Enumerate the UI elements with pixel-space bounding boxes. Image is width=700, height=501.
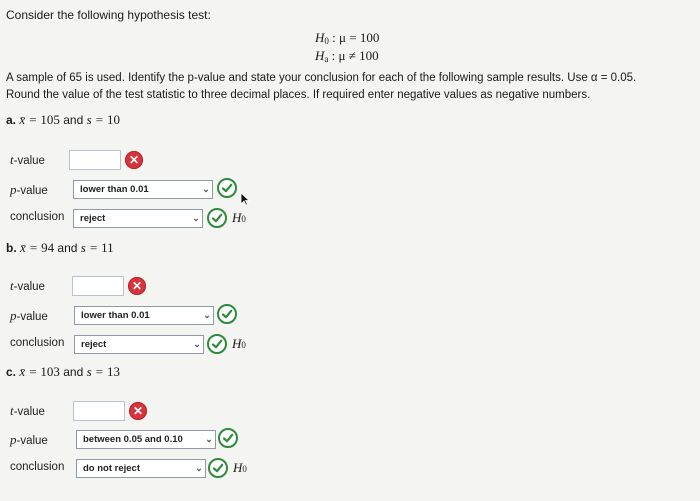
part-header: b. x̄ = 94 and s = 11 [6, 240, 114, 255]
conclusion-select[interactable]: reject ⌄ [73, 209, 203, 228]
question-description [6, 70, 686, 104]
p-value-label: p-value [10, 308, 48, 323]
t-value-input[interactable] [73, 401, 125, 421]
t-value-input[interactable] [69, 150, 121, 170]
alternative-hypothesis: $H_a$ : μ ≠ 100 [315, 48, 379, 64]
check-circle-icon [207, 334, 227, 354]
chevron-down-icon: ⌄ [203, 310, 211, 320]
question-intro: Consider the following hypothesis test: [6, 8, 211, 22]
p-value-select[interactable]: lower than 0.01 ⌄ [73, 180, 213, 199]
description-line-2: Round the value of the test statistic to three decimal places. If required enter negative values as negative numbers. [6, 89, 591, 101]
part-header: c. x̄ = 103 and s = 13 [6, 364, 120, 379]
p-value-select[interactable]: between 0.05 and 0.10 ⌄ [76, 430, 216, 449]
chevron-down-icon: ⌄ [205, 434, 213, 444]
conclusion-select[interactable]: reject ⌄ [74, 335, 204, 354]
conclusion-label: conclusion [10, 211, 65, 223]
check-circle-icon [217, 304, 237, 324]
conclusion-select[interactable]: do not reject ⌄ [76, 459, 206, 478]
check-circle-icon [217, 178, 237, 198]
description-line-1: A sample of 65 is used. Identify the p-value and state your conclusion for each of the following sample results. Use α = 0.05. [6, 72, 637, 84]
mouse-cursor-icon [240, 192, 250, 206]
x-circle-icon: ✕ [125, 151, 143, 169]
check-circle-icon [208, 458, 228, 478]
check-circle-icon [218, 428, 238, 448]
null-hypothesis: $H_0$ : μ = 100 [315, 30, 380, 46]
chevron-down-icon: ⌄ [202, 184, 210, 194]
t-value-label: t-value [10, 152, 45, 167]
t-value-label: t-value [10, 403, 45, 418]
p-value-label: p-value [10, 432, 48, 447]
conclusion-label: conclusion [10, 461, 65, 473]
chevron-down-icon: ⌄ [192, 213, 200, 223]
part-header: a. x̄ = 105 and s = 10 [6, 112, 120, 127]
x-circle-icon: ✕ [128, 277, 146, 295]
h0-label: H0 [233, 460, 247, 475]
t-value-input[interactable] [72, 276, 124, 296]
conclusion-label: conclusion [10, 337, 65, 349]
p-value-select[interactable]: lower than 0.01 ⌄ [74, 306, 214, 325]
chevron-down-icon: ⌄ [193, 339, 201, 349]
chevron-down-icon: ⌄ [195, 463, 203, 473]
h0-label: H0 [232, 210, 246, 225]
x-circle-icon: ✕ [129, 402, 147, 420]
t-value-label: t-value [10, 278, 45, 293]
p-value-label: p-value [10, 182, 48, 197]
h0-label: H0 [232, 336, 246, 351]
check-circle-icon [207, 208, 227, 228]
